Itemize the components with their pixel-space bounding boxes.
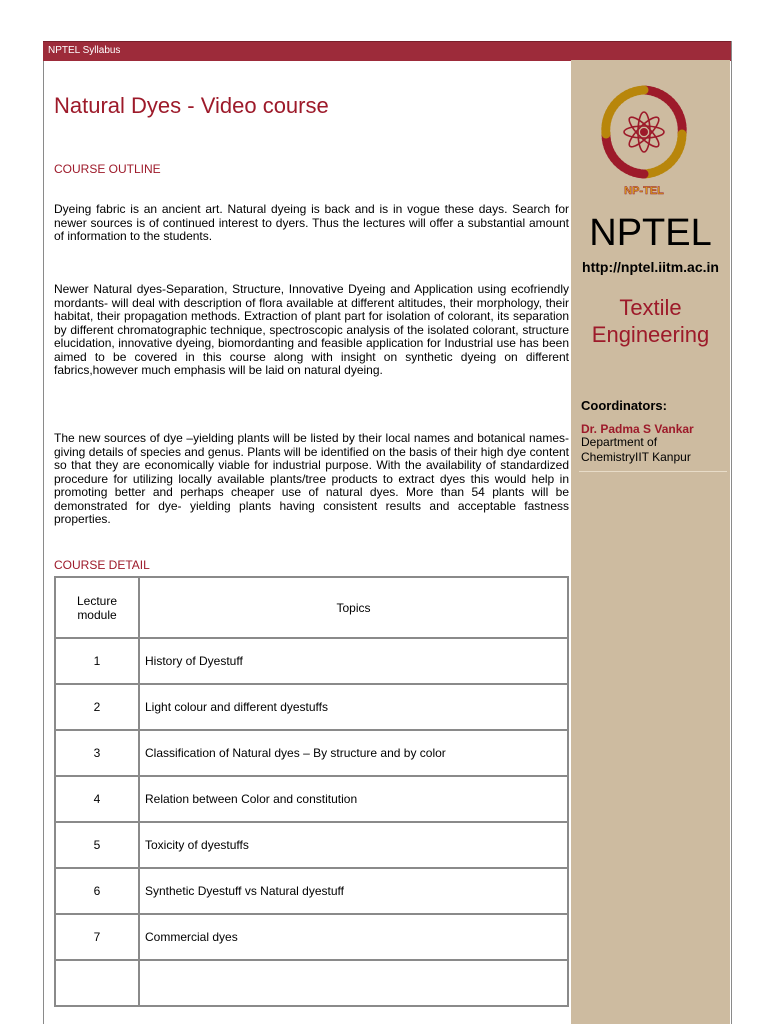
table-header-row [55,577,568,638]
lecture-number: 1 [55,638,139,684]
outline-paragraph-3: The new sources of dye –yielding plants will be listed by their local names and botanical names- giving details of species and genus. Plants will be identified on the basis of their high dye content so that they are economically viable for industrial purpose. With the availability of standardized procedure for utilizing locally available plants/tree products to extract dyes this would help in promoting better and perhaps cheaper use of natural dyes. More than 54 plants will be demonstrated for dye- yielding plants having consistent results and acceptable fastness properties. [54,431,569,526]
sidebar [571,60,730,1024]
topbar-label[interactable]: NPTEL Syllabus [48,45,121,56]
table-row [55,868,568,914]
outline-paragraph-1: Dyeing fabric is an ancient art. Natural dyeing is back and is in vogue these days. Search for newer sources is of continued interest to dyers. Thus the lectures will offer a substantial amount of information to the students. [54,202,569,243]
lecture-topic: Toxicity of dyestuffs [139,822,568,868]
course-detail-table [54,576,569,1007]
table-row [55,684,568,730]
lecture-number: 2 [55,684,139,730]
lecture-topic: Synthetic Dyestuff vs Natural dyestuff [139,868,568,914]
lecture-topic: Relation between Color and constitution [139,776,568,822]
page-title: Natural Dyes - Video course [54,93,329,118]
lecture-number: 6 [55,868,139,914]
nptel-logo-icon [596,82,692,198]
coordinators-heading: Coordinators: [581,398,667,413]
coordinator-department: Department of ChemistryIIT Kanpur [581,435,691,464]
department-title [571,294,730,348]
nptel-url-link[interactable]: http://nptel.iitm.ac.in [582,259,719,275]
table-row [55,776,568,822]
table-row [55,822,568,868]
lecture-number: 4 [55,776,139,822]
department-line-1: Textile [619,295,682,320]
logo-text: NP-TEL [624,185,664,197]
table-row [55,638,568,684]
lecture-topic: Commercial dyes [139,914,568,960]
course-detail-heading: COURSE DETAIL [54,558,150,572]
lecture-number [55,960,139,1006]
table-row [55,730,568,776]
department-line-2: Engineering [591,322,710,347]
lecture-topic: History of Dyestuff [139,638,568,684]
header-topics: Topics [139,577,568,638]
table-row [55,960,568,1006]
lecture-topic: Light colour and different dyestuffs [139,684,568,730]
lecture-number: 3 [55,730,139,776]
outline-paragraph-2: Newer Natural dyes-Separation, Structure, Innovative Dyeing and Application using ecofriendly mordants- will deal with description of flora available at different altitudes, their morphology, their habitat, their propagation methods. Extraction of plant part for isolation of colorant, its separation by different chromatographic technique, spectroscopic analysis of the isolated colorant, structure elucidation, innovative dyeing, biomordanting and feasible application for Industrial use has been aimed to be covered in this course along with insight on synthetic dyeing on different fabrics,however much emphasis will be laid on natural dyeing. [54,282,569,377]
lecture-number: 5 [55,822,139,868]
lecture-topic: Classification of Natural dyes – By structure and by color [139,730,568,776]
coordinator-name: Dr. Padma S Vankar [581,422,694,436]
lecture-number: 7 [55,914,139,960]
lecture-topic [139,960,568,1006]
header-lecture-module: Lecture module [55,577,139,638]
sidebar-divider [579,471,727,472]
nptel-brand: NPTEL [589,212,712,254]
course-outline-heading: COURSE OUTLINE [54,162,161,176]
top-bar [43,41,731,61]
table-row [55,914,568,960]
